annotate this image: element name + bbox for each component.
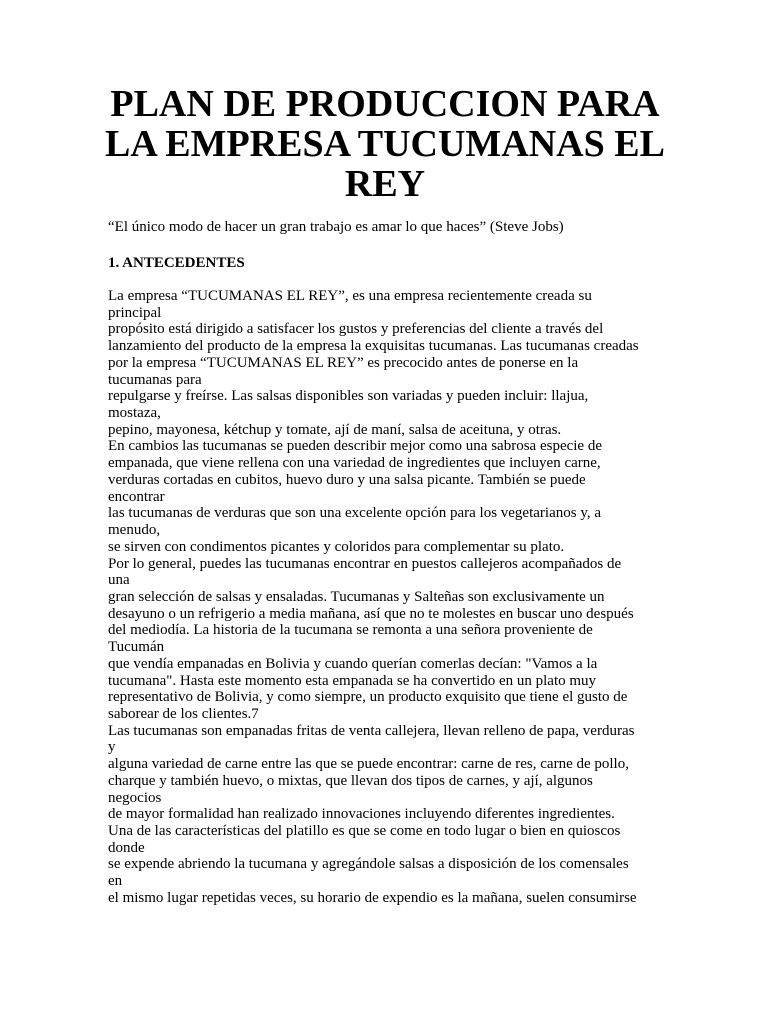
body-line: tucumana". Hasta este momento esta empanada se ha convertido en un plato muy bbox=[108, 672, 597, 689]
body-line: encontrar bbox=[108, 488, 165, 505]
body-line: desayuno o un refrigerio a media mañana, así que no te molestes en buscar uno después bbox=[108, 605, 634, 622]
body-line: se expende abriendo la tucumana y agregándole salsas a disposición de los comensales bbox=[108, 856, 629, 873]
body-line: verduras cortadas en cubitos, huevo duro y una salsa picante. También se puede bbox=[108, 471, 586, 488]
title-line: LA EMPRESA TUCUMANAS EL bbox=[105, 123, 665, 165]
section-heading: 1. ANTECEDENTES bbox=[108, 255, 245, 271]
body-line: negocios bbox=[108, 789, 162, 806]
body-line: representativo de Bolivia, y como siempre, un producto exquisito que tiene el gusto de bbox=[108, 689, 628, 706]
body-line: tucumanas para bbox=[108, 371, 202, 388]
body-line: Por lo general, puedes las tucumanas encontrar en puestos callejeros acompañados de bbox=[108, 555, 622, 572]
title-line: PLAN DE PRODUCCION PARA bbox=[110, 83, 660, 125]
body-line: lanzamiento del producto de la empresa la exquisitas tucumanas. Las tucumanas creadas bbox=[108, 338, 639, 355]
body-line: las tucumanas de verduras que son una excelente opción para los vegetarianos y, a bbox=[108, 505, 602, 522]
body-line: mostaza, bbox=[108, 405, 161, 422]
body-line: empanada, que viene rellena con una variedad de ingredientes que incluyen carne, bbox=[108, 455, 601, 472]
title-line: REY bbox=[344, 163, 426, 205]
document-title bbox=[90, 84, 680, 204]
body-line: En cambios las tucumanas se pueden describir mejor como una sabrosa especie de bbox=[108, 438, 602, 455]
body-line: saborear de los clientes.7 bbox=[108, 705, 259, 722]
body-line: principal bbox=[108, 304, 162, 321]
body-line: propósito está dirigido a satisfacer los gustos y preferencias del cliente a través del bbox=[108, 321, 604, 338]
body-line: y bbox=[108, 739, 116, 756]
body-line: alguna variedad de carne entre las que se puede encontrar: carne de res, carne de pollo, bbox=[108, 756, 629, 773]
body-line: donde bbox=[108, 839, 145, 856]
body-line: Las tucumanas son empanadas fritas de venta callejera, llevan relleno de papa, verduras bbox=[108, 722, 635, 739]
body-line: menudo, bbox=[108, 522, 161, 539]
body-line: por la empresa “TUCUMANAS EL REY” es precocido antes de ponerse en la bbox=[108, 354, 579, 371]
body-line: en bbox=[108, 873, 123, 890]
body-line: repulgarse y freírse. Las salsas disponibles son variadas y pueden incluir: llajua, bbox=[108, 388, 589, 405]
epigraph-quote: “El único modo de hacer un gran trabajo es amar lo que haces” (Steve Jobs) bbox=[108, 219, 564, 235]
body-line: La empresa “TUCUMANAS EL REY”, es una empresa recientemente creada su bbox=[108, 288, 592, 304]
body-line: que vendía empanadas en Bolivia y cuando querían comerlas decían: "Vamos a la bbox=[108, 655, 598, 672]
body-line: se sirven con condimentos picantes y coloridos para complementar su plato. bbox=[108, 538, 565, 555]
body-line: del mediodía. La historia de la tucumana se remonta a una señora proveniente de bbox=[108, 622, 593, 639]
body-line: Tucumán bbox=[108, 639, 165, 656]
body-line: pepino, mayonesa, kétchup y tomate, ají de maní, salsa de aceituna, y otras. bbox=[108, 421, 562, 438]
body-paragraph bbox=[108, 288, 668, 907]
body-line: Una de las características del platillo es que se come en todo lugar o bien en quioscos bbox=[108, 823, 621, 839]
body-line: el mismo lugar repetidas veces, su horario de expendio es la mañana, suelen consumirse bbox=[108, 889, 637, 906]
body-line: gran selección de salsas y ensaladas. Tucumanas y Salteñas son exclusivamente un bbox=[108, 588, 605, 605]
body-line: una bbox=[108, 572, 130, 589]
body-line: de mayor formalidad han realizado innovaciones incluyendo diferentes ingredientes. bbox=[108, 806, 615, 823]
body-line: charque y también huevo, o mixtas, que llevan dos tipos de carnes, y ají, algunos bbox=[108, 772, 593, 789]
